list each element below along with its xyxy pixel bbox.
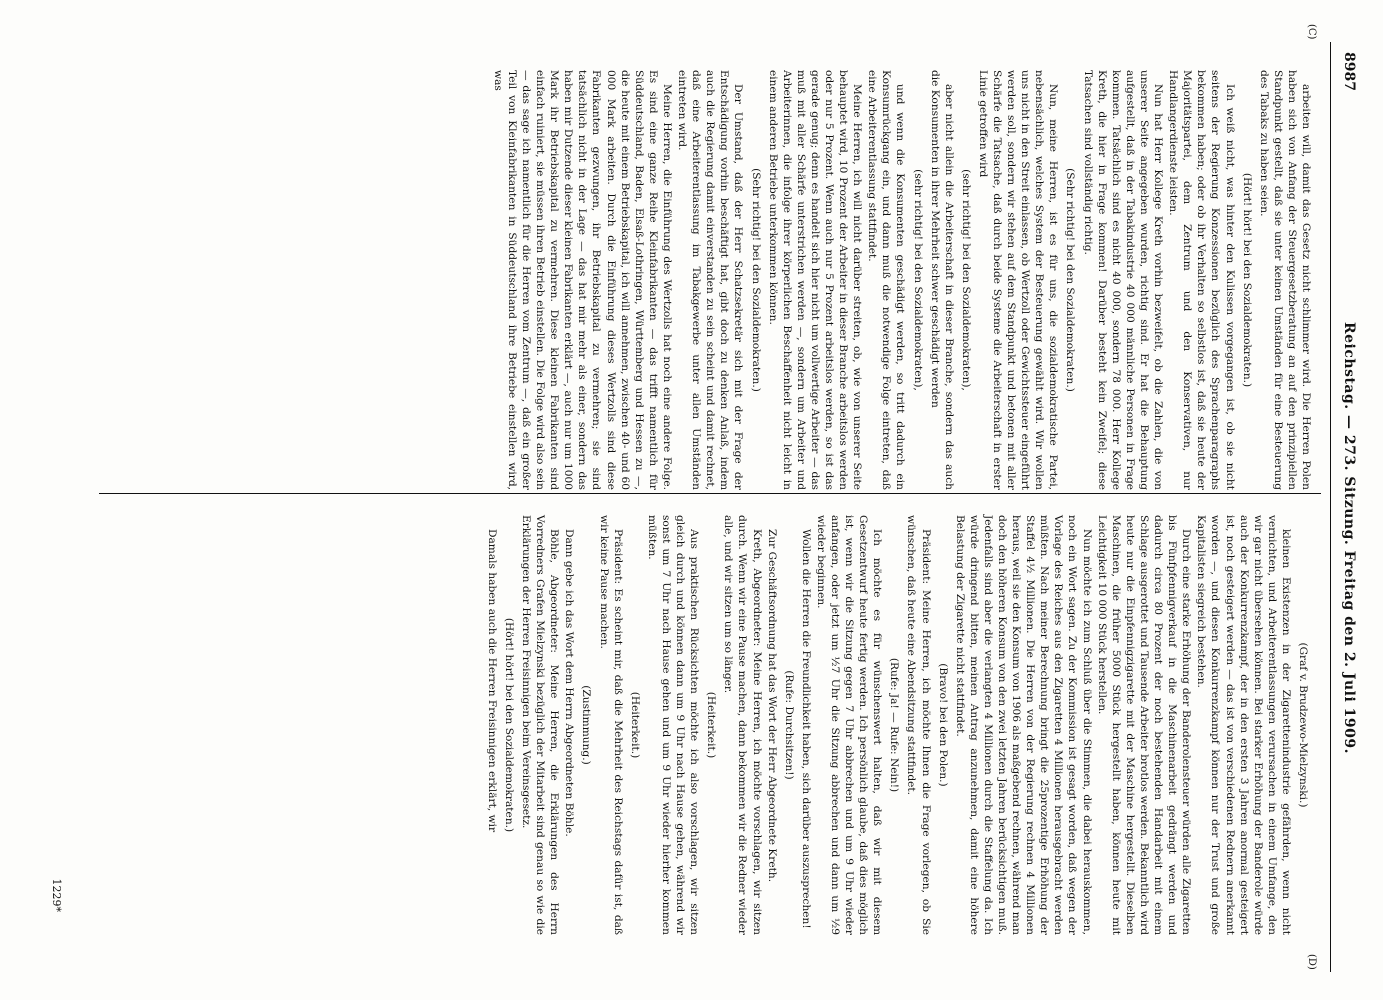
paragraph: Meine Herren, die Einführung des Wertzolls hat noch eine andere Folge. Es sind eine ganze Reihe Kleinfabrikanten — das trifft namentlich für Süddeutschland, Baden, Elsaß-Lothringen, Württemberg und Hessen zu —, die heute mit einem Betriebskapital, ich will annehmen, zwischen 40- und 60 000 Mark arbeiten. Durch die Einführung dieses Wertzolls sind diese Fabrikanten gezwungen, ihr Betriebskapital zu vermehren; sie sind tatsächlich nicht in der Lage — das hat mir mehr als einer, sondern das haben mir Dutzende dieser kleinen Fabrikanten erklärt —, auch nur um 1000 Mark ihr Betriebskapital zu vermehren. Diese kleinen Fabrikanten sind einfach ruiniert, sie müssen ihren Betrieb einstellen. Die Folge wird also sein — das sage ich namentlich für die Herren vom Zentrum —, daß ein großer Teil von Kleinfabrikanten in Süddeutschland ihre Betriebe einstellen wird, was	[491, 70, 673, 490]
interjection: (Zustimmung.)	[580, 685, 593, 765]
column-divider	[99, 493, 1321, 494]
paragraph: aber nicht allein die Arbeiterschaft in dieser Branche, sondern das auch die Konsumenten in ihrer Mehrheit schwer geschädigt werden	[928, 70, 955, 490]
margin-mark-c: (C)	[1306, 24, 1317, 40]
interjection: (sehr richtig! bei den Sozialdemokraten),	[959, 169, 972, 391]
paragraph: Böhle, Abgeordneter: Meine Herren, die Erklärungen des Herrn Vorredners Grafen Mielzynski bezüglich der Mitarbeit sind genau so wie die Erklärungen der Herren Freisinnigen beim Vereinsgesetz.	[520, 515, 561, 935]
paragraph: Präsident: Es scheint mir, daß die Mehrheit des Reichstags dafür ist, daß wir keine Pause machen.	[597, 515, 624, 935]
page-footer	[50, 22, 63, 972]
paragraph: Meine Herren, ich will nicht darüber streiten, ob, wie von unserer Seite behauptet wird, 10 Prozent der Arbeiter in dieser Branche arbeitslos werden oder nur 5 Prozent. Wenn auch nur 5 Prozent arbeitslos werden, so ist das gerade genug; denn es handelt sich hier nicht um vollwertige Arbeiter — das muß mit aller Schärfe unterstrichen werden —, sondern um Arbeiter und Arbeiterinnen, die infolge ihrer körperlichen Beschaffenheit nicht leicht in einem anderen Betriebe unterkommen können.	[766, 70, 864, 490]
paragraph: arbeiten will, damit das Gesetz nicht schlimmer wird. Die Herren Polen haben sich von Anfang der Steuergesetzberatung an auf den prinzipiellen Standpunkt gestellt, daß sie unter keinen Umständen für eine Besteuerung des Tabaks zu haben seien.	[1257, 70, 1312, 490]
text-column-left	[490, 70, 1313, 490]
text-column-right	[484, 515, 1313, 935]
paragraph: Der Umstand, daß der Herr Schatzsekretär sich mit der Frage der Entschädigung vorhin beschäftigt hat, gibt doch zu denken Anlaß, indem auch die Regierung damit einverstanden zu sein scheint und damit rechnet, daß eine Arbeiterentlassung im Tabakgewerbe unter allen Umständen eintreten wird.	[676, 70, 745, 490]
page-number: 8987	[1341, 52, 1357, 91]
sheet-signature: 1229*	[50, 878, 63, 912]
paragraph: kleinen Existenzen in der Zigarettenindustrie gefährden, wenn nicht vernichten, und Arbeiterentlassungen verursachen in einem Umfange, den wir gar nicht übersehen können. Bei starker Erhöhung der Banderole würde auch der Konkurrenzkampf, der in den ersten 3 Jahren anormal gesteigert ist, noch gesteigert werden — das ist von verschiedenen Rednern anerkannt worden —, und diesen Konkurrenzkampf können nur der Trust und große Kapitalisten siegreich bestehen.	[1195, 515, 1292, 935]
interjection: (Hört! hört! bei den Sozialdemokraten.)	[1240, 172, 1253, 388]
paragraph: und wenn die Konsumenten geschädigt werden, so tritt dadurch ein Konsumrückgang ein, und dann muß die notwendige Folge eintreten, daß eine Arbeiterentlassung stattfindet.	[866, 70, 907, 490]
interjection: (Bravo! bei den Polen.)	[936, 663, 949, 787]
interjection: (Rufe: Ja! — Rufe: Nein!)	[888, 657, 901, 793]
margin-mark-d: (D)	[1306, 954, 1317, 970]
interjection: (Heiterkeit.)	[705, 691, 718, 759]
speaker-tag: (Graf v. Brudzewo-Mielzynski.)	[1297, 642, 1309, 808]
page-header	[1335, 22, 1357, 972]
interjection: (Heiterkeit.)	[628, 691, 641, 759]
paragraph: Aus praktischen Rücksichten möchte ich also vorschlagen, wir sitzen gleich durch und können dann um 9 Uhr nach Hause gehen, während wir sonst um 7 Uhr nach Hause gehen und um 9 Uhr wieder hierher kommen müßten.	[645, 515, 701, 935]
interjection: (Sehr richtig! bei den Sozialdemokraten.)	[1064, 168, 1077, 392]
paragraph: Präsident: Meine Herren, ich möchte Ihnen die Frage vorlegen, ob Sie wünschen, daß heute eine Abendsitzung stattfindet.	[905, 515, 932, 935]
paragraph: Zur Geschäftsordnung hat das Wort der Herr Abgeordnete Kreth.	[765, 529, 778, 883]
paragraph: Nun möchte ich zum Schluß über die Stimmen, die dabei herauskommen, noch ein Wort sagen. Zu der Kommission ist gesagt worden, daß wegen der Vorlage des Reiches aus den Zigaretten 4 Millionen herausgebracht werden müßten. Nach meiner Berechnung bringt die 25prozentige Erhöhung der Staffel 4½ Millionen. Die Herren von der Regierung rechnen 4 Millionen heraus, weil sie den Konsum von 1906 als maßgebend rechnen, während man doch den höheren Konsum von den zwei letzten Jahren berücksichtigen muß. Jedenfalls sind aber die verlangten 4 Millionen durch die Staffelung da. Ich würde dringend bitten, meinen Antrag anzunehmen, damit eine höhere Belastung der Zigarette nicht stattfindet.	[953, 515, 1093, 935]
paragraph: Ich möchte es für wünschenswert halten, daß wir mit diesem Gesetzentwurf heute fertig werden. Ich persönlich glaube, daß dies möglich ist, wenn wir die Sitzung gegen 7 Uhr abbrechen und um 9 Uhr wieder anfangen, oder jetzt um ½7 Uhr die Sitzung abbrechen und dann um ½9 wieder beginnen.	[814, 515, 884, 935]
interjection: (sehr richtig! bei den Sozialdemokraten),	[911, 169, 924, 391]
paragraph: Kreth, Abgeordneter: Meine Herren, ich möchte vorschlagen, wir sitzen durch. Wenn wir eine Pause machen, dann bekommen wir die Redner wieder alle, und wir sitzen um so länger.	[722, 515, 763, 935]
paragraph: Nun, meine Herren, ist es für uns, die sozialdemokratische Partei, nebensächlich, welches System der Besteuerung gewählt wird. Wir wollen uns nicht in den Streit einlassen, ob Wertzoll oder Gewichtssteuer eingeführt werden soll, sondern wir stehen auf dem Standpunkt und betonen mit aller Schärfe die Tatsache, daß durch beide Systeme die Arbeiterschaft in erster Linie getroffen wird	[976, 70, 1060, 490]
paragraph: Damals haben auch die Herren Freisinnigen erklärt, wir	[485, 529, 498, 833]
paragraph: Dann gebe ich das Wort dem Herrn Abgeordneten Böhle.	[563, 529, 576, 837]
paragraph: Wollen die Herren die Freundlichkeit haben, sich darüber auszusprechen!	[799, 529, 812, 929]
interjection: (Sehr richtig! bei den Sozialdemokraten.)	[749, 168, 762, 392]
page-title: Reichstag. — 273. Sitzung. Freitag den 2. Juli 1909.	[1341, 322, 1357, 754]
paragraph: Ich weiß nicht, was hinter den Kulissen vorgegangen ist, ob sie nicht seitens der Regierung Konzessionen bezüglich des Sprachenparagraphs bekommen haben; oder ob ihr Verhalten so selbstlos ist, daß sie heute der Majoritätspartei, dem Zentrum und den Konservativen, nur Handlangerdienste leisten.	[1167, 70, 1236, 490]
paragraph: Nun hat Herr Kollege Kreth vorhin bezweifelt, ob die Zahlen, die von unserer Seite angegeben wurden, richtig sind. Er hat die Behauptung aufgestellt, daß in der Tabakindustrie 40 000 männliche Personen in Frage kommen. Tatsächlich sind es nicht 40 000, sondern 78 000. Herr Kollege Kreth, die hier in Frage kommen! Darüber besteht kein Zweifel; diese Tatsachen sind vollständig richtig.	[1081, 70, 1165, 490]
interjection: (Hört! hört! bei den Sozialdemokraten.)	[503, 617, 516, 833]
paragraph: Durch eine starke Erhöhung der Banderolensteuer würden alle Zigaretten bis Fünfpfennigverkauf in die Maschinenarbeit gedrängt werden und dadurch circa 80 Prozent der noch bestehenden Handarbeit mit einem Schlage ausgerottet und Tausende Arbeiter brotlos werden. Bekanntlich wird heute nur die Einpfennigzigarette mit der Maschine hergestellt. Dieselben Maschinen, die früher 5000 Stück hergestellt haben, können heute mit Leichtigkeit 10 000 Stück herstellen.	[1095, 515, 1193, 935]
interjection: (Rufe: Durchsitzen!)	[782, 670, 795, 780]
header-rule	[1330, 42, 1331, 972]
